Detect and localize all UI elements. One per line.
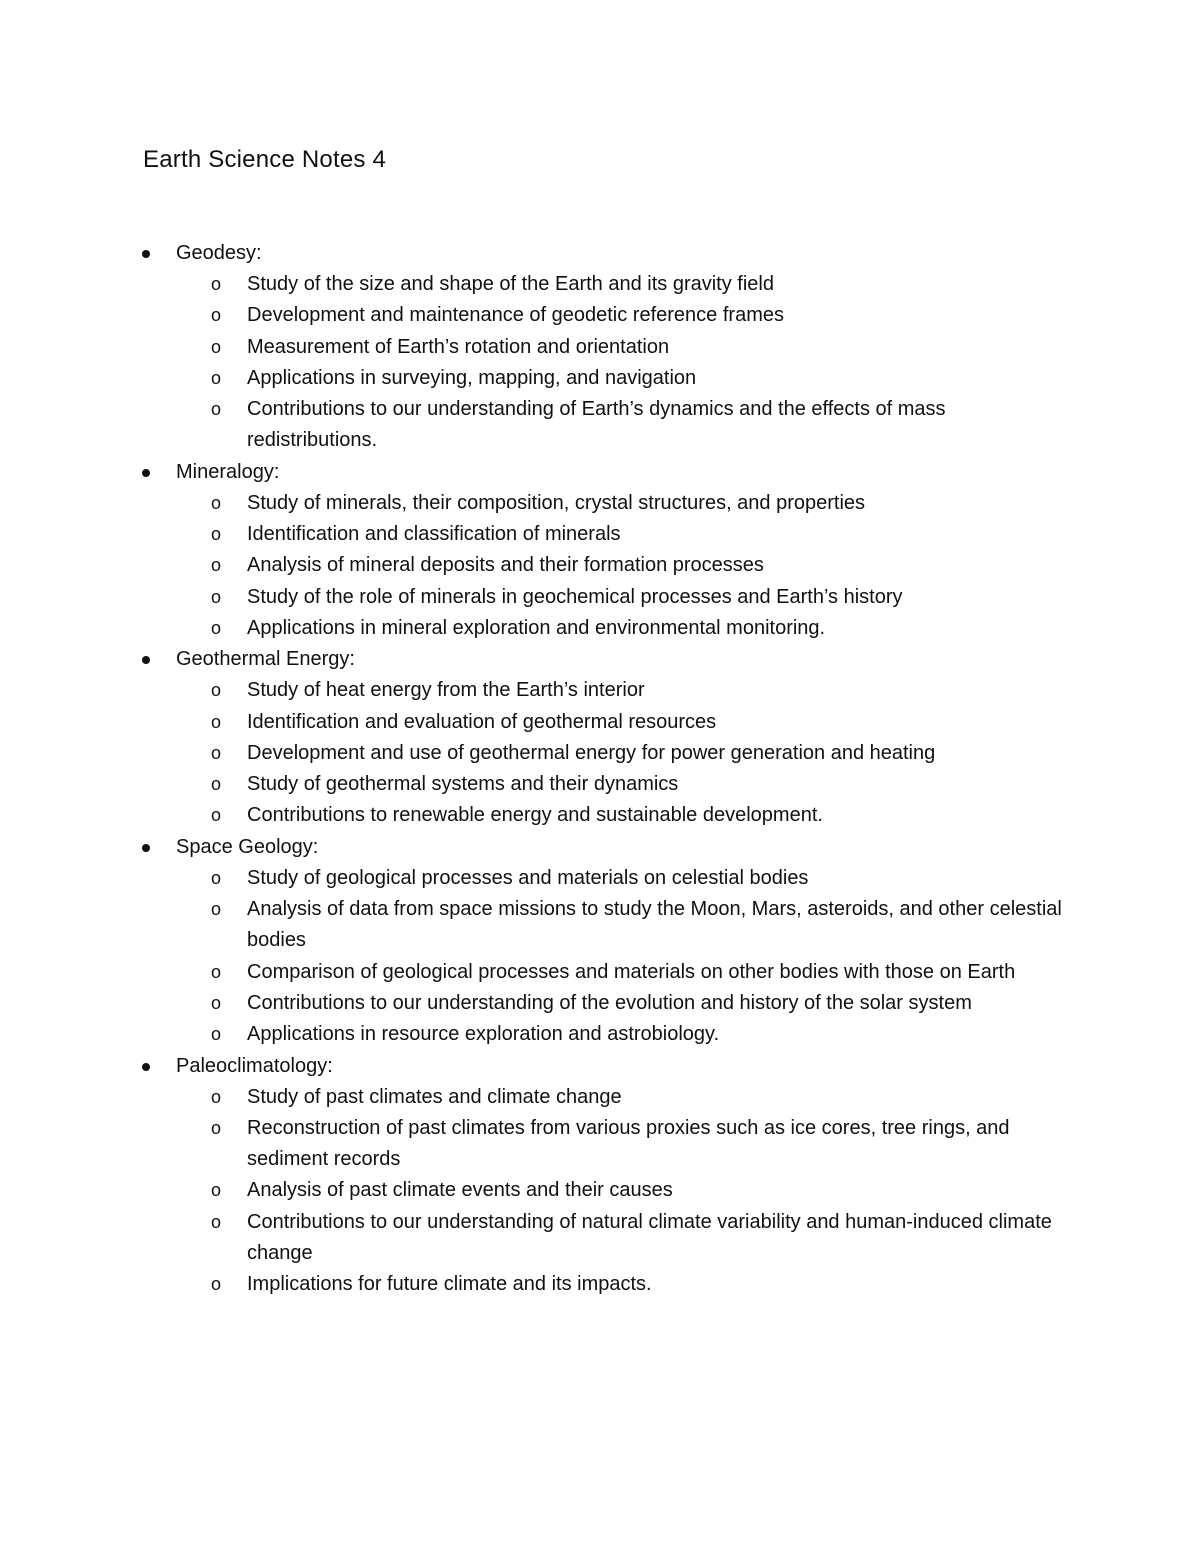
hollow-bullet-icon: o <box>211 1211 222 1232</box>
list-item <box>0 1269 1200 1300</box>
hollow-bullet-icon: o <box>211 492 222 513</box>
list-item-text: Identification and evaluation of geothermal resources <box>247 710 717 733</box>
section-header <box>0 644 1200 675</box>
list-item-text: Analysis of past climate events and their causes <box>247 1179 673 1202</box>
list-item-text: Contributions to our understanding of natural climate variability and human-induced climate change <box>247 1210 1052 1265</box>
list-item <box>0 363 1200 394</box>
list-item <box>0 769 1200 800</box>
topic-outline <box>0 238 1200 1301</box>
outline-section <box>0 644 1200 831</box>
hollow-bullet-icon: o <box>211 1117 222 1138</box>
sub-item-list <box>0 488 1200 644</box>
list-item <box>0 1113 1200 1176</box>
hollow-bullet-icon: o <box>211 617 222 638</box>
hollow-bullet-icon: o <box>211 742 222 763</box>
sub-item-list <box>0 863 1200 1051</box>
list-item-text: Comparison of geological processes and materials on other bodies with those on Earth <box>247 960 1016 983</box>
hollow-bullet-icon: o <box>211 867 222 888</box>
list-item-text: Contributions to our understanding of Earth’s dynamics and the effects of mass redistributions. <box>247 398 946 452</box>
hollow-bullet-icon: o <box>211 274 222 294</box>
sub-item-list <box>0 1082 1200 1301</box>
document-title: Earth Science Notes 4 <box>143 146 386 173</box>
hollow-bullet-icon: o <box>211 774 222 795</box>
bullet-icon <box>142 656 150 664</box>
list-item <box>0 988 1200 1019</box>
list-item-text: Identification and classification of minerals <box>247 523 621 546</box>
list-item-text: Reconstruction of past climates from various proxies such as ice cores, tree rings, and sediment records <box>247 1116 1010 1171</box>
hollow-bullet-icon: o <box>211 367 222 388</box>
section-heading: Geothermal Energy: <box>176 648 355 671</box>
list-item <box>0 519 1200 550</box>
hollow-bullet-icon: o <box>211 305 222 326</box>
list-item <box>0 738 1200 769</box>
hollow-bullet-icon: o <box>211 555 222 576</box>
list-item <box>0 332 1200 363</box>
list-item-text: Contributions to our understanding of the evolution and history of the solar system <box>247 991 972 1014</box>
list-item <box>0 1207 1200 1270</box>
section-heading: Geodesy: <box>176 242 262 264</box>
list-item-text: Analysis of data from space missions to study the Moon, Mars, asteroids, and other celestial bodies <box>247 898 1062 952</box>
list-item <box>0 488 1200 519</box>
hollow-bullet-icon: o <box>211 680 222 701</box>
list-item <box>0 894 1200 957</box>
list-item-text: Implications for future climate and its impacts. <box>247 1273 652 1296</box>
list-item-text: Study of the role of minerals in geochemical processes and Earth’s history <box>247 585 903 608</box>
hollow-bullet-icon: o <box>211 899 222 920</box>
section-header <box>0 457 1200 488</box>
list-item-text: Study of the size and shape of the Earth and its gravity field <box>247 273 774 295</box>
list-item <box>0 1019 1200 1050</box>
hollow-bullet-icon: o <box>211 586 222 607</box>
list-item-text: Contributions to renewable energy and sustainable development. <box>247 804 823 827</box>
outline-section <box>0 1051 1200 1301</box>
list-item-text: Development and use of geothermal energy for power generation and heating <box>247 741 936 764</box>
hollow-bullet-icon: o <box>211 336 222 357</box>
hollow-bullet-icon: o <box>211 805 222 826</box>
hollow-bullet-icon: o <box>211 1024 222 1045</box>
hollow-bullet-icon: o <box>211 524 222 545</box>
list-item-text: Applications in resource exploration and astrobiology. <box>247 1023 720 1046</box>
list-item <box>0 394 1200 457</box>
hollow-bullet-icon: o <box>211 711 222 732</box>
list-item <box>0 800 1200 831</box>
bullet-icon <box>142 250 150 258</box>
list-item-text: Study of minerals, their composition, crystal structures, and properties <box>247 491 866 514</box>
list-item-text: Applications in surveying, mapping, and navigation <box>247 366 697 389</box>
list-item-text: Study of heat energy from the Earth’s interior <box>247 679 645 702</box>
list-item-text: Analysis of mineral deposits and their formation processes <box>247 554 764 577</box>
list-item <box>0 550 1200 581</box>
list-item <box>0 957 1200 988</box>
list-item <box>0 582 1200 613</box>
hollow-bullet-icon: o <box>211 399 222 420</box>
hollow-bullet-icon: o <box>211 961 222 982</box>
list-item-text: Measurement of Earth’s rotation and orientation <box>247 335 670 358</box>
hollow-bullet-icon: o <box>211 1086 222 1107</box>
list-item-text: Study of past climates and climate change <box>247 1085 622 1108</box>
list-item <box>0 269 1200 300</box>
section-heading: Space Geology: <box>176 835 319 858</box>
hollow-bullet-icon: o <box>211 1180 222 1201</box>
list-item <box>0 707 1200 738</box>
list-item-text: Study of geothermal systems and their dynamics <box>247 773 679 796</box>
sub-item-list <box>0 269 1200 457</box>
list-item <box>0 300 1200 331</box>
list-item <box>0 675 1200 706</box>
list-item <box>0 613 1200 644</box>
outline-section <box>0 238 1200 457</box>
section-heading: Paleoclimatology: <box>176 1054 333 1077</box>
sub-item-list <box>0 675 1200 831</box>
list-item <box>0 1175 1200 1206</box>
section-header <box>0 832 1200 863</box>
list-item <box>0 1082 1200 1113</box>
list-item-text: Study of geological processes and materials on celestial bodies <box>247 866 809 889</box>
outline-section <box>0 832 1200 1051</box>
bullet-icon <box>142 844 150 852</box>
list-item <box>0 863 1200 894</box>
bullet-icon <box>142 469 150 477</box>
hollow-bullet-icon: o <box>211 992 222 1013</box>
hollow-bullet-icon: o <box>211 1274 222 1295</box>
bullet-icon <box>142 1063 150 1071</box>
section-header <box>0 238 1200 269</box>
list-item-text: Development and maintenance of geodetic reference frames <box>247 304 784 327</box>
list-item-text: Applications in mineral exploration and environmental monitoring. <box>247 616 826 639</box>
section-header <box>0 1051 1200 1082</box>
section-heading: Mineralogy: <box>176 460 280 483</box>
outline-section <box>0 457 1200 644</box>
